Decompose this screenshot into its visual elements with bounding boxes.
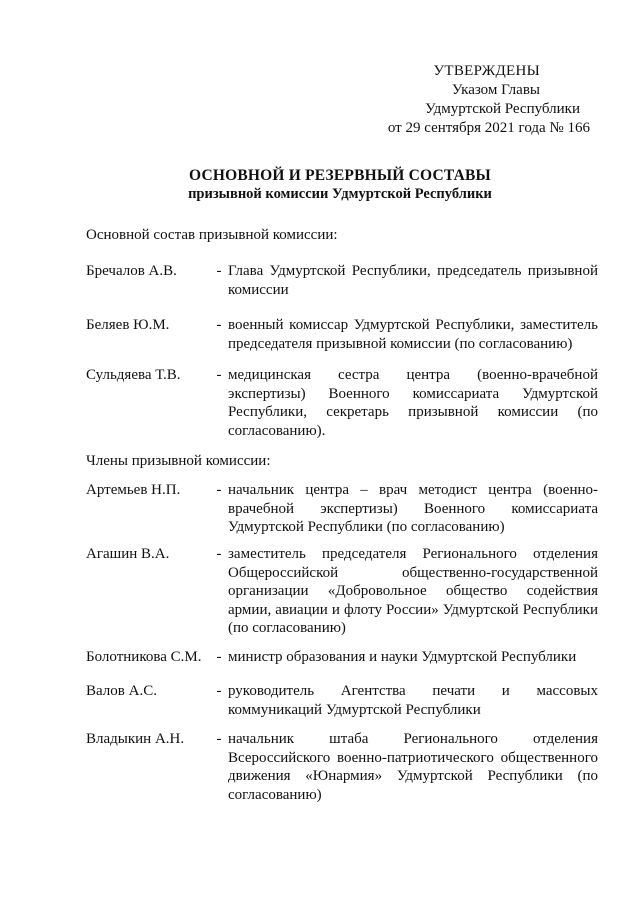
member-name: Бречалов А.В.	[86, 263, 177, 279]
document-title-block	[80, 166, 600, 204]
member-dash: -	[216, 263, 222, 279]
member-dash: -	[216, 317, 222, 333]
member-dash: -	[216, 546, 222, 562]
member-dash: -	[216, 731, 222, 747]
member-dash: -	[216, 482, 222, 498]
member-name: Артемьев Н.П.	[86, 482, 181, 498]
member-entry-agashin	[86, 545, 598, 638]
member-entry-brechalov	[86, 262, 598, 299]
member-name: Агашин В.А.	[86, 546, 170, 562]
commission-members-heading: Члены призывной комиссии:	[86, 453, 271, 469]
member-position: министр образования и науки Удмуртской Республики	[228, 649, 577, 665]
member-entry-artemyev	[86, 481, 598, 537]
member-entry-suldyaeva	[86, 366, 598, 440]
member-entry-valov	[86, 682, 598, 719]
member-position: руководитель Агентства печати и массовых коммуникаций Удмуртской Республики	[228, 683, 598, 718]
member-entry-belyaev	[86, 316, 598, 353]
member-name: Сульдяева Т.В.	[86, 367, 181, 383]
member-name: Болотникова С.М.	[86, 649, 202, 665]
main-composition-heading: Основной состав призывной комиссии:	[86, 227, 338, 243]
member-position: военный комиссар Удмуртской Республики, заместитель председателя призывной комиссии (по согласованию)	[228, 317, 598, 352]
member-name: Валов А.С.	[86, 683, 157, 699]
member-position: заместитель председателя Регионального отделения Общероссийской общественно-государственной организации «Добровольное общество содействия армии, авиации и флоту России» Удмуртской Республики (по согласованию)	[228, 546, 598, 636]
member-position: начальник штаба Регионального отделения Всероссийского военно-патриотического общественного движения «Юнармия» Удмуртской Республики (по согласованию)	[228, 731, 598, 803]
member-dash: -	[216, 649, 222, 665]
approved-label: УТВЕРЖДЕНЫ	[433, 63, 540, 79]
approval-date-line: от 29 сентября 2021 года № 166	[387, 120, 590, 136]
approval-decree-line: Указом Главы	[451, 82, 540, 98]
member-entry-vladykin	[86, 730, 598, 804]
member-position: начальник центра – врач методист центра (военно-врачебной экспертизы) Военного комиссариата Удмуртской Республики (по согласованию)	[228, 482, 598, 535]
member-entry-bolotnikova	[86, 648, 598, 667]
approval-stamp-block	[388, 62, 590, 138]
member-position: медицинская сестра центра (военно-врачебной экспертизы) Военного комиссариата Удмуртской Республики, секретарь призывной комиссии (по согласованию).	[228, 367, 598, 439]
approval-authority-line: Удмуртской Республики	[425, 101, 580, 117]
member-dash: -	[216, 683, 222, 699]
document-title: ОСНОВНОЙ И РЕЗЕРВНЫЙ СОСТАВЫ	[189, 167, 491, 184]
document-subtitle: призывной комиссии Удмуртской Республики	[188, 186, 492, 202]
member-position: Глава Удмуртской Республики, председатель призывной комиссии	[228, 263, 598, 298]
member-name: Владыкин А.Н.	[86, 731, 185, 747]
member-name: Беляев Ю.М.	[86, 317, 170, 333]
member-dash: -	[216, 367, 222, 383]
